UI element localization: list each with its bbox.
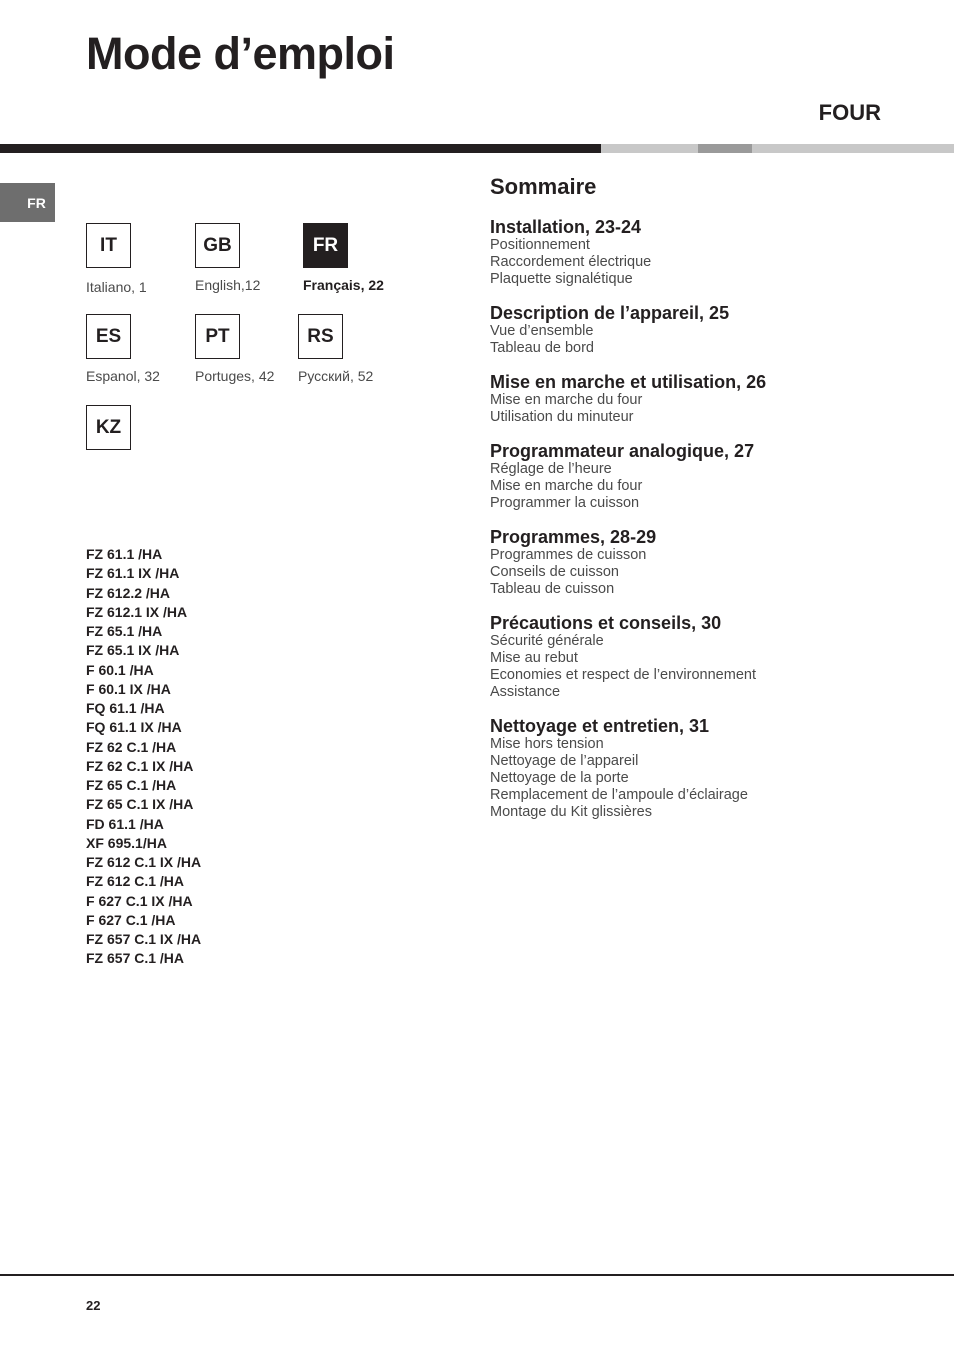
lang-label-fr: Français, 22 bbox=[303, 277, 384, 293]
toc-section-nettoyage bbox=[490, 716, 930, 821]
lang-label-rs: Русский, 52 bbox=[298, 368, 374, 384]
toc-item[interactable]: Sécurité générale bbox=[490, 633, 604, 649]
header-bar-mid bbox=[698, 144, 752, 153]
toc-item[interactable]: Raccordement électrique bbox=[490, 254, 652, 270]
toc-item[interactable]: Mise hors tension bbox=[490, 736, 604, 752]
toc-heading[interactable]: Mise en marche et utilisation, 26 bbox=[490, 372, 767, 392]
toc-heading[interactable]: Programmes, 28-29 bbox=[490, 527, 657, 547]
toc-title: Sommaire bbox=[490, 174, 597, 199]
toc-item[interactable]: Nettoyage de la porte bbox=[490, 770, 629, 786]
toc-item[interactable]: Mise en marche du four bbox=[490, 392, 643, 408]
toc-section-programmateur bbox=[490, 441, 930, 512]
model-item: FD 61.1 /HA bbox=[86, 815, 164, 832]
model-item: F 60.1 IX /HA bbox=[86, 680, 171, 697]
toc-item[interactable]: Nettoyage de l’appareil bbox=[490, 753, 639, 769]
page-number: 22 bbox=[86, 1298, 101, 1313]
toc-item[interactable]: Assistance bbox=[490, 684, 561, 700]
model-item: FZ 62 C.1 IX /HA bbox=[86, 757, 194, 774]
toc-section-mise-en-marche bbox=[490, 372, 930, 426]
language-side-tab: FR bbox=[0, 183, 55, 222]
model-item: FZ 61.1 IX /HA bbox=[86, 565, 180, 582]
model-item: FQ 61.1 /HA bbox=[86, 700, 165, 716]
model-item: FZ 612 C.1 IX /HA bbox=[86, 854, 202, 870]
model-item: FZ 65 C.1 /HA bbox=[86, 777, 177, 793]
toc-item[interactable]: Mise en marche du four bbox=[490, 478, 643, 494]
toc-item[interactable]: Réglage de l’heure bbox=[490, 461, 612, 477]
header-bar-light-end bbox=[752, 144, 954, 153]
lang-box-kz[interactable]: KZ bbox=[86, 405, 131, 450]
toc-heading[interactable]: Description de l’appareil, 25 bbox=[490, 303, 730, 323]
toc-item[interactable]: Vue d’ensemble bbox=[490, 323, 594, 339]
toc-heading[interactable]: Programmateur analogique, 27 bbox=[490, 441, 755, 461]
page-title: Mode d’emploi bbox=[86, 28, 395, 79]
model-item: FZ 657 C.1 /HA bbox=[86, 950, 185, 967]
lang-box-pt[interactable]: PT bbox=[195, 314, 240, 359]
model-item: F 627 C.1 /HA bbox=[86, 911, 176, 928]
toc-section-installation bbox=[490, 217, 930, 288]
toc-heading[interactable]: Précautions et conseils, 30 bbox=[490, 613, 722, 633]
model-list bbox=[86, 545, 201, 969]
header-bar-light bbox=[601, 144, 698, 153]
model-item: FZ 612.1 IX /HA bbox=[86, 603, 188, 620]
toc-item[interactable]: Plaquette signalétique bbox=[490, 271, 633, 287]
toc-item[interactable]: Tableau de bord bbox=[490, 340, 594, 356]
model-item: XF 695.1/HA bbox=[86, 834, 167, 851]
toc-item[interactable]: Utilisation du minuteur bbox=[490, 409, 634, 425]
lang-box-it[interactable]: IT bbox=[86, 223, 131, 268]
lang-label-pt: Portuges, 42 bbox=[195, 368, 275, 384]
toc-item[interactable]: Conseils de cuisson bbox=[490, 564, 619, 580]
toc-item[interactable]: Remplacement de l’ampoule d’éclairage bbox=[490, 787, 748, 803]
toc-item[interactable]: Mise au rebut bbox=[490, 650, 578, 666]
model-item: F 60.1 /HA bbox=[86, 661, 154, 678]
model-item: FZ 612.2 /HA bbox=[86, 584, 171, 601]
footer-divider bbox=[0, 1274, 954, 1276]
model-item: FZ 65.1 IX /HA bbox=[86, 642, 180, 659]
model-item: FZ 61.1 /HA bbox=[86, 546, 163, 562]
toc-heading[interactable]: Installation, 23-24 bbox=[490, 217, 642, 237]
model-item: F 627 C.1 IX /HA bbox=[86, 892, 193, 909]
lang-label-it: Italiano, 1 bbox=[86, 279, 147, 295]
toc-section-programmes bbox=[490, 527, 930, 598]
toc-item[interactable]: Programmes de cuisson bbox=[490, 547, 647, 563]
toc-section-precautions bbox=[490, 613, 930, 701]
toc-item[interactable]: Tableau de cuisson bbox=[490, 581, 615, 597]
product-label: FOUR bbox=[818, 100, 881, 125]
lang-label-gb: English,12 bbox=[195, 277, 261, 293]
lang-label-es: Espanol, 32 bbox=[86, 368, 160, 384]
toc-item[interactable]: Economies et respect de l’environnement bbox=[490, 667, 756, 683]
lang-box-fr[interactable]: FR bbox=[303, 223, 348, 268]
model-item: FQ 61.1 IX /HA bbox=[86, 719, 182, 736]
toc-item[interactable]: Montage du Kit glissières bbox=[490, 804, 652, 820]
model-item: FZ 65 C.1 IX /HA bbox=[86, 796, 194, 813]
toc-item[interactable]: Programmer la cuisson bbox=[490, 495, 640, 511]
model-item: FZ 65.1 /HA bbox=[86, 623, 163, 639]
lang-box-es[interactable]: ES bbox=[86, 314, 131, 359]
toc-heading[interactable]: Nettoyage et entretien, 31 bbox=[490, 716, 710, 736]
model-item: FZ 62 C.1 /HA bbox=[86, 738, 177, 755]
toc-section-description bbox=[490, 303, 930, 357]
toc-item[interactable]: Positionnement bbox=[490, 237, 590, 253]
model-item: FZ 612 C.1 /HA bbox=[86, 873, 185, 890]
model-item: FZ 657 C.1 IX /HA bbox=[86, 931, 202, 947]
lang-box-gb[interactable]: GB bbox=[195, 223, 240, 268]
header-bar-dark bbox=[0, 144, 601, 153]
table-of-contents bbox=[490, 173, 930, 836]
lang-box-rs[interactable]: RS bbox=[298, 314, 343, 359]
